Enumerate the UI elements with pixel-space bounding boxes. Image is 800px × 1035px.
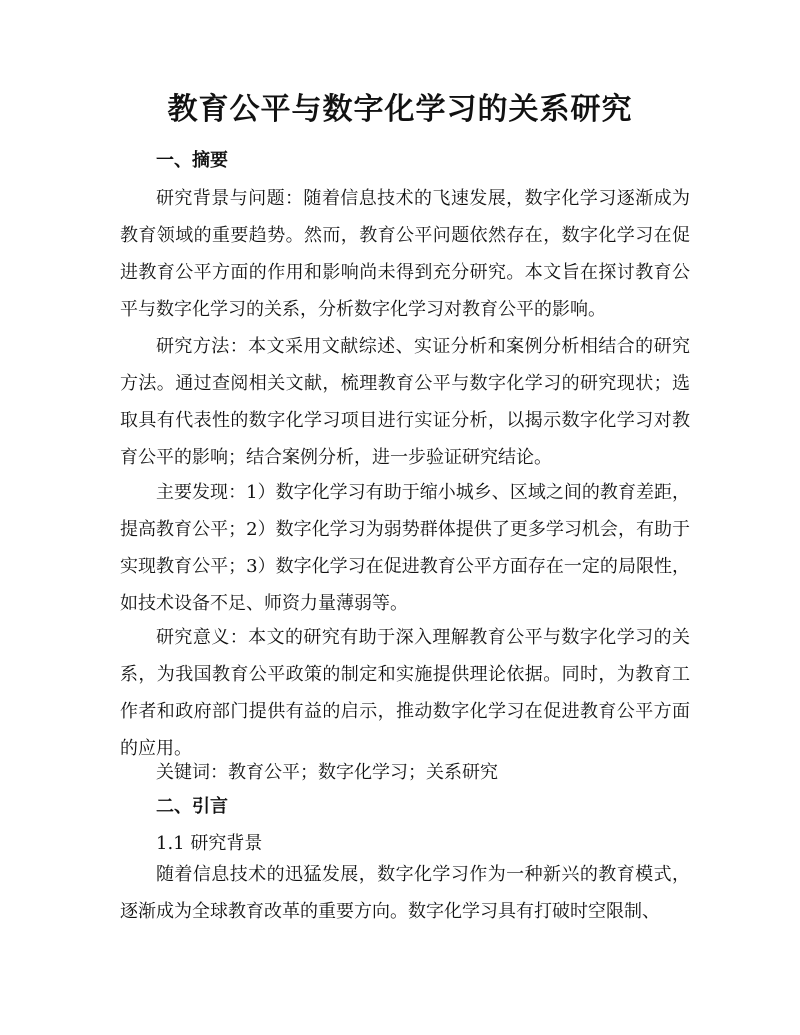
paragraph-significance: 研究意义：本文的研究有助于深入理解教育公平与数字化学习的关系，为我国教育公平政策的制定和实施提供理论依据。同时，为教育工作者和政府部门提供有益的启示，推动数字化学习在促进教育公平方面的应用。: [120, 627, 690, 759]
subsection-heading-background: 1.1 研究背景: [156, 833, 263, 854]
document-title: 教育公平与数字化学习的关系研究: [167, 92, 633, 127]
keywords-line: 关键词：教育公平；数字化学习；关系研究: [156, 762, 498, 783]
paragraph-background: 研究背景与问题：随着信息技术的飞速发展，数字化学习逐渐成为教育领域的重要趋势。然而，教育公平问题依然存在，数字化学习在促进教育公平方面的作用和影响尚未得到充分研究。本文旨在探讨教育公平与数字化学习的关系，分析数字化学习对教育公平的影响。: [120, 188, 690, 320]
section-heading-introduction: 二、引言: [156, 796, 228, 817]
paragraph-method: 研究方法：本文采用文献综述、实证分析和案例分析相结合的研究方法。通过查阅相关文献，梳理教育公平与数字化学习的研究现状；选取具有代表性的数字化学习项目进行实证分析，以揭示数字化学习对教育公平的影响；结合案例分析，进一步验证研究结论。: [120, 336, 690, 468]
paragraph-findings: 主要发现：1）数字化学习有助于缩小城乡、区域之间的教育差距，提高教育公平；2）数字化学习为弱势群体提供了更多学习机会，有助于实现教育公平；3）数字化学习在促进教育公平方面存在一定的局限性，如技术设备不足、师资力量薄弱等。: [120, 482, 690, 614]
paragraph-introduction: 随着信息技术的迅猛发展，数字化学习作为一种新兴的教育模式，逐渐成为全球教育改革的重要方向。数字化学习具有打破时空限制、: [120, 864, 690, 922]
section-heading-abstract: 一、摘要: [156, 150, 228, 171]
